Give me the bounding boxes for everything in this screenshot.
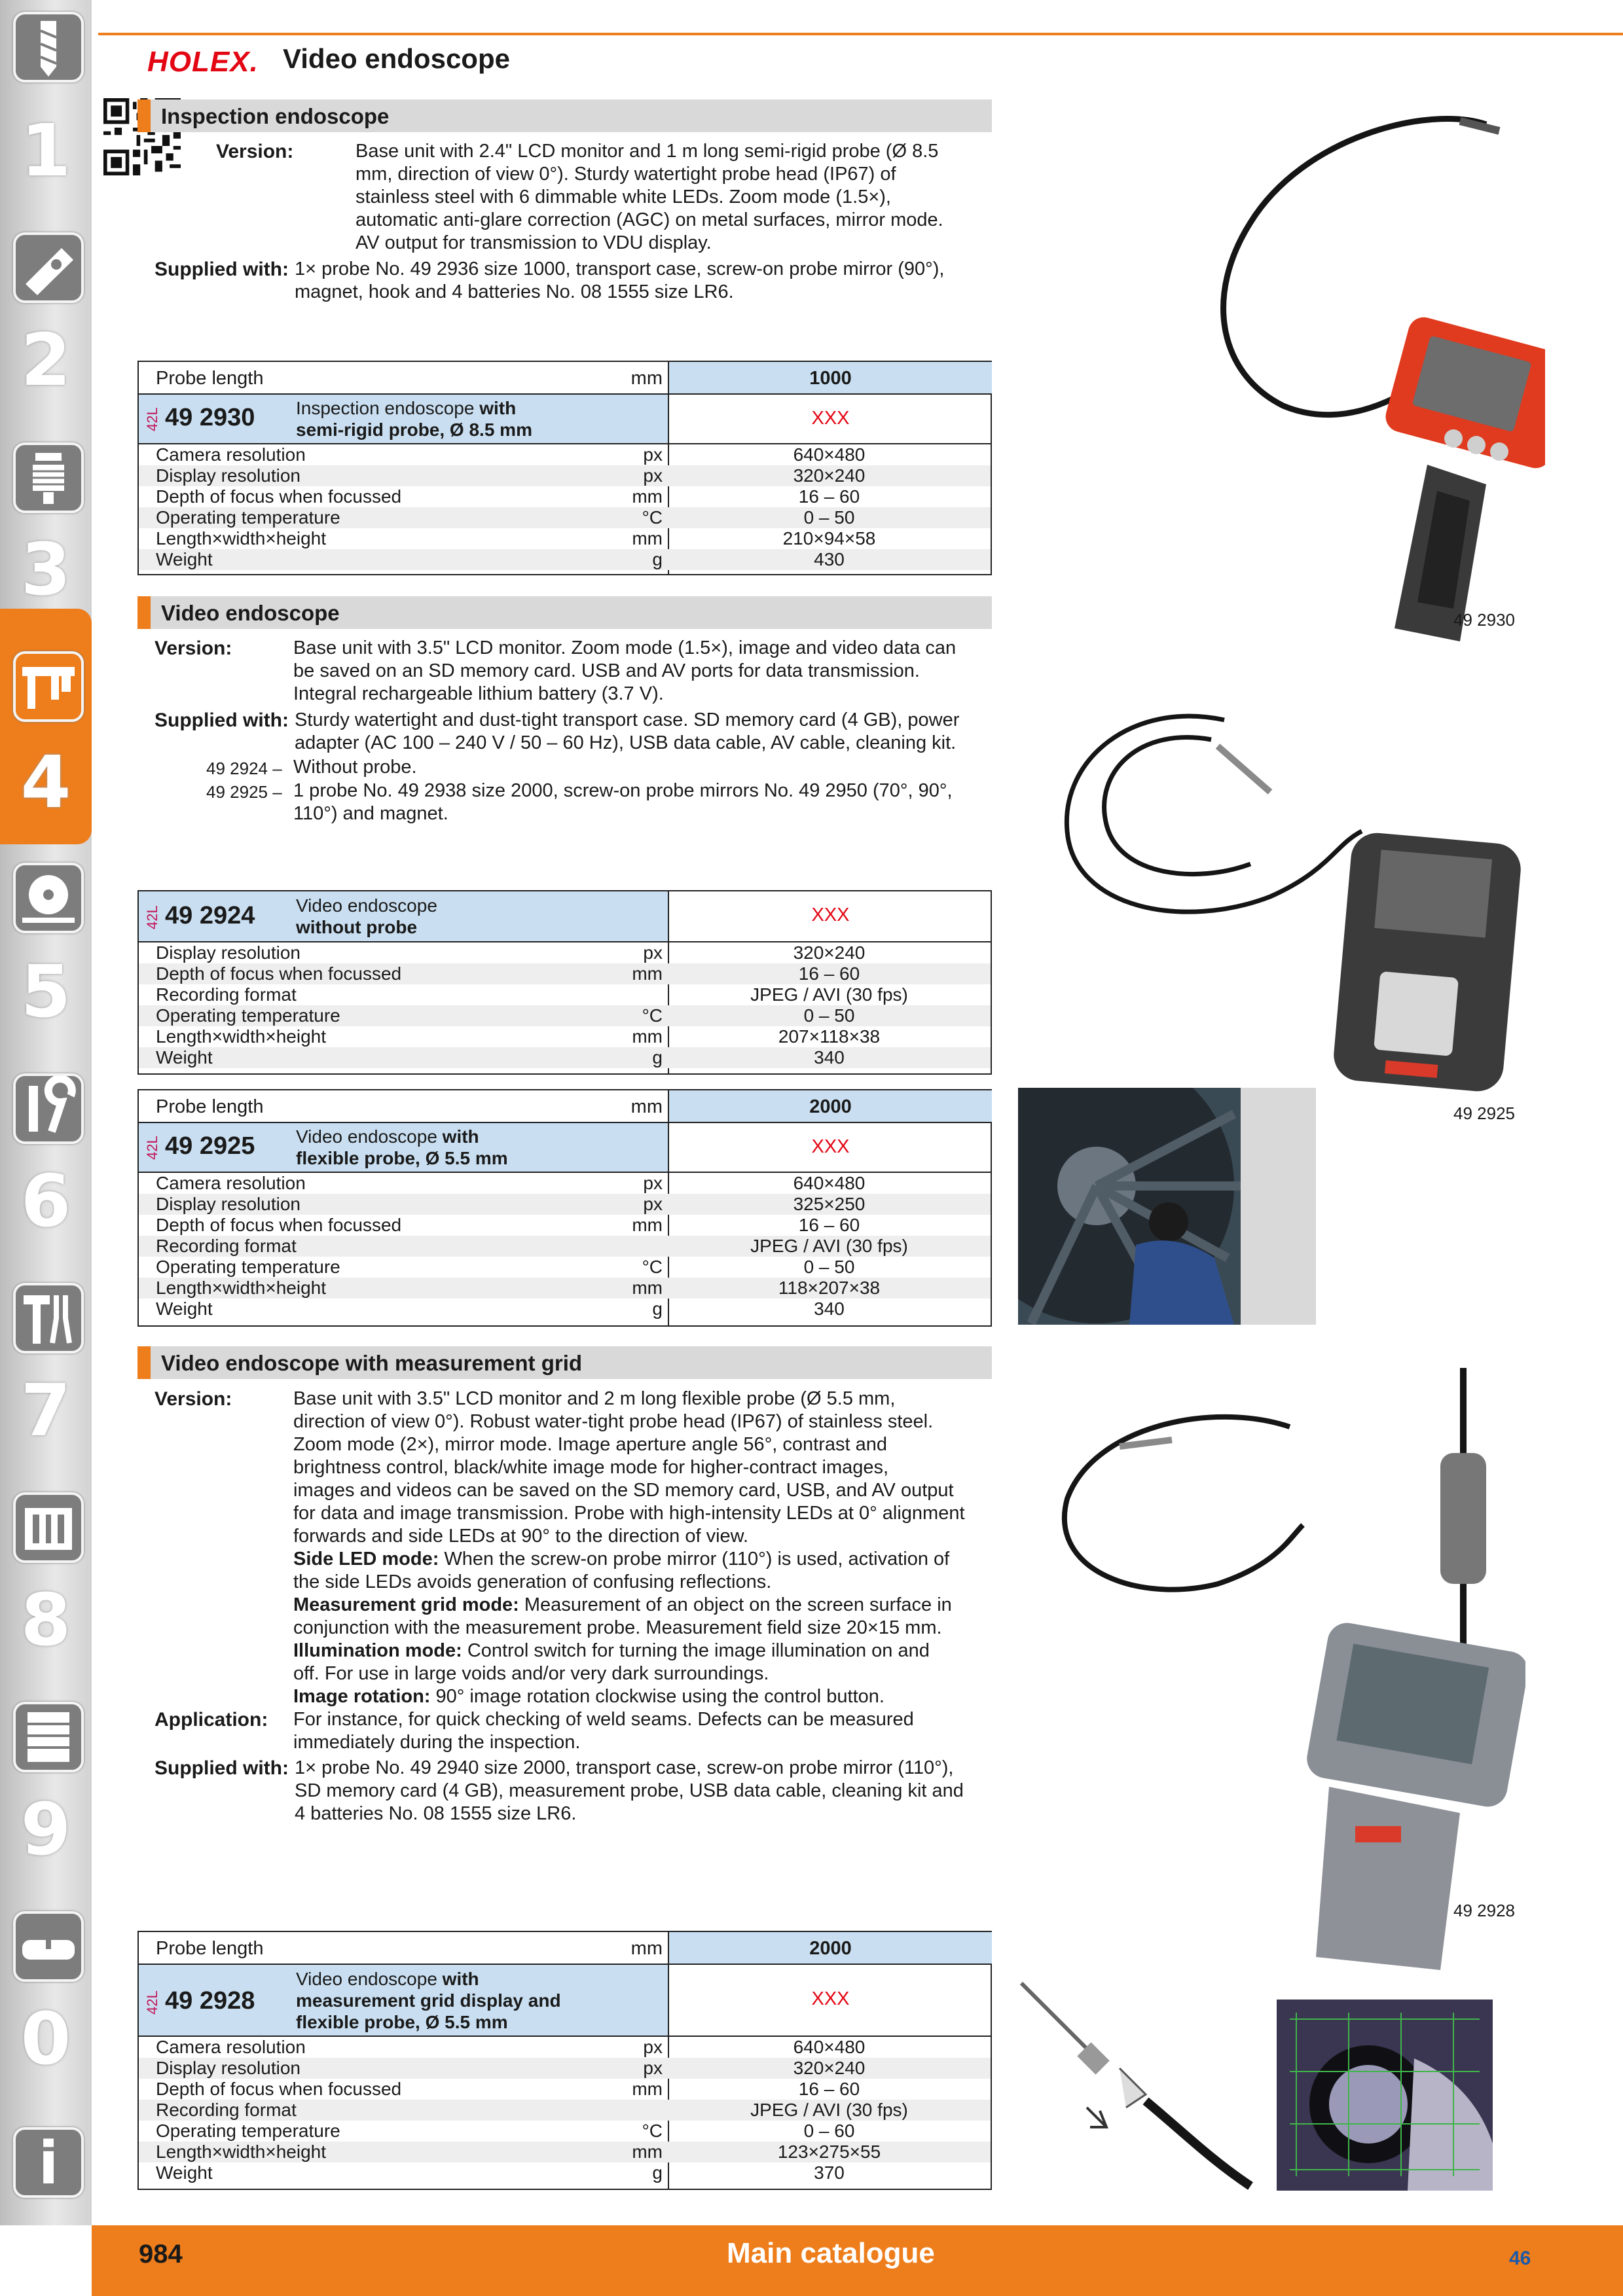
variant-text: 1 probe No. 49 2938 size 2000, screw-on probe mirrors No. 49 2950 (70°, 90°, 110°) and magnet. xyxy=(293,780,953,824)
supplied-text: Sturdy watertight and dust-tight transport case. SD memory card (4 GB), power adapter (AC 100 – 240 V / 50 – 60 Hz), USB data cable, AV cable, cleaning kit. xyxy=(295,709,960,753)
table-row: Depth of focus when focussed mm 16 – 60 xyxy=(156,2079,860,2099)
article-number: 49 2924 xyxy=(165,902,255,929)
image-caption: 49 2930 xyxy=(1453,610,1515,630)
hammer-pliers-icon[interactable] xyxy=(13,1283,84,1354)
table-row: Depth of focus when focussed mm 16 – 60 xyxy=(139,963,991,984)
table-row: Depth of focus when focussed mm 16 – 60 xyxy=(156,486,860,507)
section1-description xyxy=(0,140,995,310)
price: XXX xyxy=(811,1136,850,1157)
saw-blade-icon[interactable] xyxy=(13,863,84,933)
inspection-endoscope-image xyxy=(1178,98,1545,655)
article-number: 49 2928 xyxy=(165,1987,255,2015)
table-row: Length×width×height mm 118×207×38 xyxy=(139,1278,991,1299)
article-row[interactable]: 42L 49 2925 Video endoscope with flexible probe, Ø 5.5 mm XXX xyxy=(139,1123,991,1173)
section-header-inspection-endoscope: Inspection endoscope xyxy=(137,99,992,132)
supplied-label: Supplied with: xyxy=(155,259,289,280)
table-row: Display resolution px 320×240 xyxy=(139,2058,991,2079)
jet-engine-inspection-photo xyxy=(1018,1088,1316,1325)
probe-length-row: Probe length mm 1000 xyxy=(139,362,991,395)
article-row[interactable]: 42L 49 2930 Inspection endoscope with semi-rigid probe, Ø 8.5 mm XXX xyxy=(139,395,991,444)
article-description: Video endoscope without probe xyxy=(296,895,437,937)
footer-title: Main catalogue xyxy=(727,2237,935,2269)
supplied-label: Supplied with: xyxy=(155,709,289,731)
article-row[interactable]: 42L 49 2928 Video endoscope with measurement grid display and flexible probe, Ø 5.5 mm XXX xyxy=(139,1965,991,2037)
table-row: Camera resolution px 640×480 xyxy=(156,444,866,465)
svg-text:i: i xyxy=(38,2130,59,2195)
section-number-8[interactable]: 8 xyxy=(20,1578,71,1662)
supplied-text: 1× probe No. 49 2940 size 2000, transport case, screw-on probe mirror (110°), SD memory card (4 GB), measurement probe, USB data cable, cleaning kit and 4 batteries No. 08 1555 size LR6. xyxy=(295,1757,964,1824)
video-endoscope-image xyxy=(1054,681,1552,1100)
table-row: Operating temperature °C 0 – 60 xyxy=(156,2121,855,2141)
table-row: Camera resolution px 640×480 xyxy=(156,2037,866,2057)
image-caption: 49 2928 xyxy=(1453,1901,1515,1920)
table-row: Display resolution px 325×250 xyxy=(139,1194,991,1215)
drill-icon[interactable] xyxy=(13,12,84,82)
footer-subpage: 46 xyxy=(1509,2248,1531,2269)
application-label: Application: xyxy=(155,1709,268,1731)
price: XXX xyxy=(811,905,850,925)
version-label: Version: xyxy=(216,141,294,162)
tap-tool-icon[interactable] xyxy=(13,442,84,513)
image-caption: 49 2925 xyxy=(1453,1103,1515,1123)
measurement-grid-screen-image xyxy=(1277,2000,1493,2191)
measurement-probe-accessory-image xyxy=(1015,1977,1270,2199)
variant-label: 49 2925 – xyxy=(206,782,282,802)
table-49-2925 xyxy=(137,1089,992,1327)
section-header-video-endoscope: Video endoscope xyxy=(137,596,992,629)
page-number: 984 xyxy=(139,2240,183,2269)
header-rule xyxy=(98,33,1623,35)
article-row[interactable]: 42L 49 2924 Video endoscope without probe XXX xyxy=(139,891,991,942)
section-number-3[interactable]: 3 xyxy=(20,528,71,611)
page-title: Video endoscope xyxy=(283,43,510,74)
table-49-2930 xyxy=(137,361,992,575)
supplied-label: Supplied with: xyxy=(155,1757,289,1779)
table-row: Recording format JPEG / AVI (30 fps) xyxy=(156,984,908,1005)
table-row: Depth of focus when focussed mm 16 – 60 xyxy=(156,1215,860,1235)
variant-text: Without probe. xyxy=(293,757,417,778)
wrench-icon[interactable] xyxy=(13,1073,84,1144)
table-row: Operating temperature °C 0 – 50 xyxy=(156,1257,855,1277)
version-label: Version: xyxy=(155,637,232,659)
table-row: Length×width×height mm 210×94×58 xyxy=(156,528,876,548)
section-header-measurement-grid: Video endoscope with measurement grid xyxy=(137,1346,992,1379)
section-number-4[interactable]: 4 xyxy=(20,740,71,824)
article-description: Inspection endoscope with semi-rigid probe, Ø 8.5 mm xyxy=(296,398,532,440)
article-description: Video endoscope with flexible probe, Ø 5.5 mm xyxy=(296,1126,508,1168)
table-row: Operating temperature °C 0 – 50 xyxy=(139,507,991,528)
probe-length-row: Probe length mm 2000 xyxy=(139,1932,991,1965)
article-description: Video endoscope with measurement grid display and flexible probe, Ø 5.5 mm xyxy=(296,1969,561,2032)
brand-logo: HOLEX. xyxy=(147,46,259,78)
price: XXX xyxy=(811,408,850,429)
article-number: 49 2925 xyxy=(165,1132,255,1160)
section3-description xyxy=(0,1388,995,1846)
section-number-5[interactable]: 5 xyxy=(20,950,71,1033)
table-row: Weight g 370 xyxy=(156,2162,845,2183)
table-row: Recording format JPEG / AVI (30 fps) xyxy=(139,2100,991,2121)
table-row: Weight g 340 xyxy=(139,1047,991,1068)
table-row: Weight g 340 xyxy=(156,1299,845,1319)
table-49-2924 xyxy=(137,890,992,1075)
section-number-2[interactable]: 2 xyxy=(20,318,71,402)
info-icon[interactable] xyxy=(13,2127,84,2198)
table-row: Camera resolution px 640×480 xyxy=(156,1173,866,1193)
price: XXX xyxy=(811,1988,850,2009)
section2-description xyxy=(0,637,995,833)
version-text: Base unit with 3.5" LCD monitor. Zoom mode (1.5×), image and video data can be saved on an SD memory card. USB and AV ports for data transmission. Integral rechargeable lithium battery (3.7 V). xyxy=(293,637,957,704)
supplied-text: 1× probe No. 49 2936 size 1000, transport case, screw-on probe mirror (90°), magnet, hook and 4 batteries No. 08 1555 size LR6. xyxy=(295,259,945,302)
section-index-sidebar xyxy=(0,0,92,2225)
safety-goggles-icon[interactable] xyxy=(13,1911,84,1982)
section-number-9[interactable]: 9 xyxy=(20,1787,71,1871)
measurement-grid-endoscope-image xyxy=(1041,1368,1525,1970)
section-number-7[interactable]: 7 xyxy=(20,1369,71,1452)
probe-length-row: Probe length mm 2000 xyxy=(139,1090,991,1123)
version-label: Version: xyxy=(155,1388,232,1410)
section-number-0[interactable]: 0 xyxy=(20,1997,71,2081)
application-text: For instance, for quick checking of weld seams. Defects can be measured immediately during the inspection. xyxy=(293,1709,914,1753)
table-row: Weight g 430 xyxy=(139,549,991,570)
version-text: Base unit with 3.5" LCD monitor and 2 m long flexible probe (Ø 5.5 mm, direction of view 0°). Robust water-tight probe head (IP67) of stainless steel. Zoom mode (2×), mirror mode. Image aperture angle 56°, contrast and brightness control, black/white image mode for higher-contract images, images and videos can be saved on the SD memory card, USB, and AV output for data and image transmission. Probe with high-intensity LEDs at 0° alignment forwards and side LEDs at 90° to the direction of view. Side LED mode: When the screw-on probe mirror (110°) is used, activation of the side LEDs avoids generation of confusing reflections. Measurement grid mode: Measurement of an object on the screen surface in conjunction with the measurement probe. Measurement field size 20×15 mm. Illumination mode: Control switch for turning the image illumination on and off. For use in large voids and/or very dark surroundings. Image rotation: 90° image rotation clockwise using the control button. xyxy=(293,1388,965,1707)
table-row: Display resolution px 320×240 xyxy=(139,465,991,486)
table-row: Operating temperature °C 0 – 50 xyxy=(139,1005,991,1026)
table-row: Length×width×height mm 207×118×38 xyxy=(156,1026,881,1047)
table-row: Length×width×height mm 123×275×55 xyxy=(139,2142,991,2162)
variant-label: 49 2924 – xyxy=(206,759,282,778)
article-number: 49 2930 xyxy=(165,404,255,431)
version-text: Base unit with 2.4" LCD monitor and 1 m long semi-rigid probe (Ø 8.5 mm, direction of view 0°). Sturdy watertight probe head (IP67) of stainless steel with 6 dimmable white LEDs. Zoom mode (1.5×), automatic anti-glare correction (AGC) on metal surfaces, mirror mode. AV output for transmission to VDU display. xyxy=(356,141,943,253)
section-number-1[interactable]: 1 xyxy=(20,109,71,192)
table-49-2928 xyxy=(137,1931,992,2190)
section-number-6[interactable]: 6 xyxy=(20,1159,71,1243)
table-row: Recording format JPEG / AVI (30 fps) xyxy=(139,1236,991,1257)
table-row: Display resolution px 320×240 xyxy=(156,942,866,963)
